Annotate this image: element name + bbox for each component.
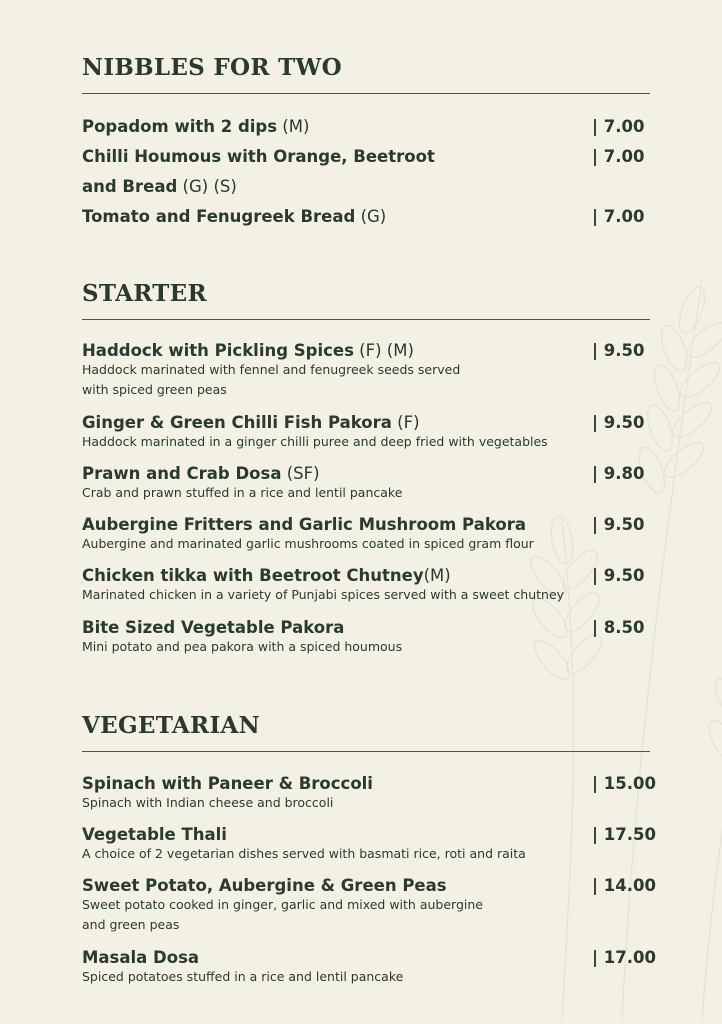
menu-item xyxy=(82,142,650,172)
item-description: Mini potato and pea pakora with a spiced houmous xyxy=(82,639,403,654)
item-price: | 9.50 xyxy=(592,341,645,360)
item-description-line2: and green peas xyxy=(82,917,180,932)
item-price: | 7.00 xyxy=(592,147,645,166)
item-allergen-tag: (SF) xyxy=(281,464,320,483)
item-name: Spinach with Paneer & Broccoli xyxy=(82,774,373,793)
menu-item xyxy=(82,512,650,554)
item-name: Sweet Potato, Aubergine & Green Peas xyxy=(82,876,447,895)
menu-item xyxy=(82,771,656,813)
item-name: Popadom with 2 dips xyxy=(82,117,278,136)
section-title: STARTER xyxy=(82,280,207,307)
item-name: Haddock with Pickling Spices xyxy=(82,341,354,360)
item-price: | 9.50 xyxy=(592,413,645,432)
item-allergen-tag: (F) (M) xyxy=(353,341,414,360)
item-price: | 7.00 xyxy=(592,207,645,226)
item-price: | 9.50 xyxy=(592,566,645,585)
item-description: Haddock marinated in a ginger chilli puree and deep fried with vegetables xyxy=(82,434,548,449)
item-name: and Bread xyxy=(82,177,178,196)
item-allergen-tag: (F) xyxy=(391,413,420,432)
item-allergen-tag: (G) (S) xyxy=(177,177,237,196)
item-name: Aubergine Fritters and Garlic Mushroom Pakora xyxy=(82,515,526,534)
menu-item xyxy=(82,461,650,503)
menu-item xyxy=(82,563,650,605)
menu-item xyxy=(82,202,650,232)
menu-item xyxy=(82,615,650,657)
menu-item xyxy=(82,822,656,864)
section-title: VEGETARIAN xyxy=(82,712,260,739)
item-description: Sweet potato cooked in ginger, garlic and mixed with aubergine xyxy=(82,897,483,912)
item-description: Haddock marinated with fennel and fenugreek seeds served xyxy=(82,362,461,377)
item-price: | 9.50 xyxy=(592,515,645,534)
item-allergen-tag: (G) xyxy=(355,207,387,226)
nibbles-items xyxy=(82,112,650,232)
item-description: A choice of 2 vegetarian dishes served with basmati rice, roti and raita xyxy=(82,846,526,861)
item-price: | 9.80 xyxy=(592,464,645,483)
item-allergen-tag: (M) xyxy=(277,117,310,136)
item-price: | 14.00 xyxy=(592,876,656,895)
section-divider xyxy=(82,319,650,320)
item-name: Tomato and Fenugreek Bread xyxy=(82,207,356,226)
section-title: NIBBLES FOR TWO xyxy=(82,54,342,81)
item-price: | 7.00 xyxy=(592,117,645,136)
item-description-line2: with spiced green peas xyxy=(82,382,227,397)
section-divider xyxy=(82,751,650,752)
menu-item xyxy=(82,873,656,935)
section-vegetarian xyxy=(82,712,650,752)
item-name: Chilli Houmous with Orange, Beetroot xyxy=(82,147,435,166)
item-name: Vegetable Thali xyxy=(82,825,227,844)
section-divider xyxy=(82,93,650,94)
menu-item-continued xyxy=(82,172,650,202)
section-starter xyxy=(82,280,650,320)
menu-item xyxy=(82,410,650,452)
item-description: Spinach with Indian cheese and broccoli xyxy=(82,795,334,810)
item-description: Crab and prawn stuffed in a rice and lentil pancake xyxy=(82,485,403,500)
item-name: Prawn and Crab Dosa xyxy=(82,464,282,483)
menu-item xyxy=(82,338,650,400)
item-name: Chicken tikka with Beetroot Chutney xyxy=(82,566,424,585)
item-name: Masala Dosa xyxy=(82,948,200,967)
item-description: Aubergine and marinated garlic mushrooms coated in spiced gram flour xyxy=(82,536,534,551)
item-price: | 17.50 xyxy=(592,825,656,844)
item-price: | 17.00 xyxy=(592,948,656,967)
menu-item xyxy=(82,112,650,142)
item-price: | 15.00 xyxy=(592,774,656,793)
item-name: Ginger & Green Chilli Fish Pakora xyxy=(82,413,392,432)
item-name: Bite Sized Vegetable Pakora xyxy=(82,618,345,637)
item-description: Marinated chicken in a variety of Punjabi spices served with a sweet chutney xyxy=(82,587,565,602)
item-price: | 8.50 xyxy=(592,618,645,637)
item-allergen-tag: (M) xyxy=(423,566,451,585)
section-nibbles xyxy=(82,54,650,94)
item-description: Spiced potatoes stuffed in a rice and lentil pancake xyxy=(82,969,404,984)
menu-item xyxy=(82,945,656,987)
